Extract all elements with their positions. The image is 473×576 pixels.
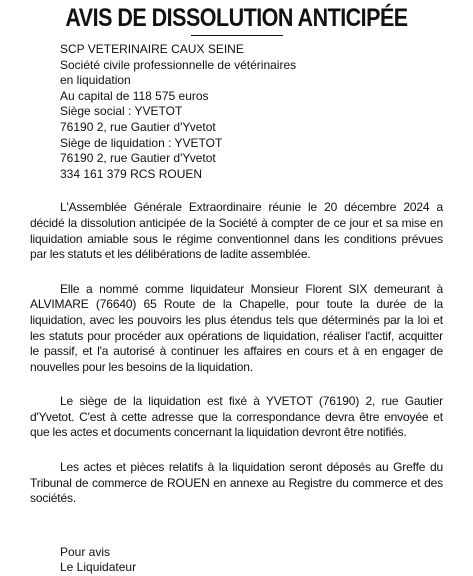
signature-block [30,545,443,576]
company-capital: Au capital de 118 575 euros [60,88,209,103]
company-type: Société civile professionnelle de vétérinaires [60,57,297,72]
company-header [30,42,443,182]
paragraph-decision: L'Assemblée Générale Extraordinaire réunie le 20 décembre 2024 a décidé la dissolution anticipée de la Société à compter de ce jour et sa mise en liquidation amiable sous le régime conventionnel dans les conditions prévues par les statuts et les délibérations de ladite assemblée. [30,200,443,262]
company-status: en liquidation [60,73,131,88]
paragraph-liquidation-seat: Le siège de la liquidation est fixé à YVETOT (76190) 2, rue Gautier d'Yvetot. C'est à cette adresse que la correspondance devra être envoyée et que les actes et documents concernant la liquidation devront être notifiés. [30,394,443,440]
paragraph-filing: Les actes et pièces relatifs à la liquidation seront déposés au Greffe du Tribunal de commerce de ROUEN en annexe au Registre du commerce et des sociétés. [30,460,443,506]
liquidation-office: Siège de liquidation : YVETOT [60,135,223,150]
notice-body [30,200,443,507]
notice-title: AVIS DE DISSOLUTION ANTICIPÉE [65,4,408,32]
signature-liquidator: Le Liquidateur [60,560,137,575]
paragraph-liquidator: Elle a nommé comme liquidateur Monsieur Florent SIX demeurant à ALVIMARE (76640) 65 Route de la Chapelle, pour toute la durée de la liquidation, avec les pouvoirs les plus étendus tels que déterminés par la loi et les statuts pour procéder aux opérations de liquidation, réaliser l'actif, acquitter le passif, et l'a autorisé à continuer les affaires en cours et à en engager de nouvelles pour les besoins de la liquidation. [30,281,443,374]
registered-office: Siège social : YVETOT [60,104,183,119]
title-underline [191,35,283,36]
company-name: SCP VETERINAIRE CAUX SEINE [60,42,244,56]
registered-office-address: 76190 2, rue Gautier d'Yvetot [60,119,216,134]
rcs-number: 334 161 379 RCS ROUEN [60,166,203,181]
signature-pour-avis: Pour avis [60,544,111,559]
liquidation-office-address: 76190 2, rue Gautier d'Yvetot [60,151,216,166]
